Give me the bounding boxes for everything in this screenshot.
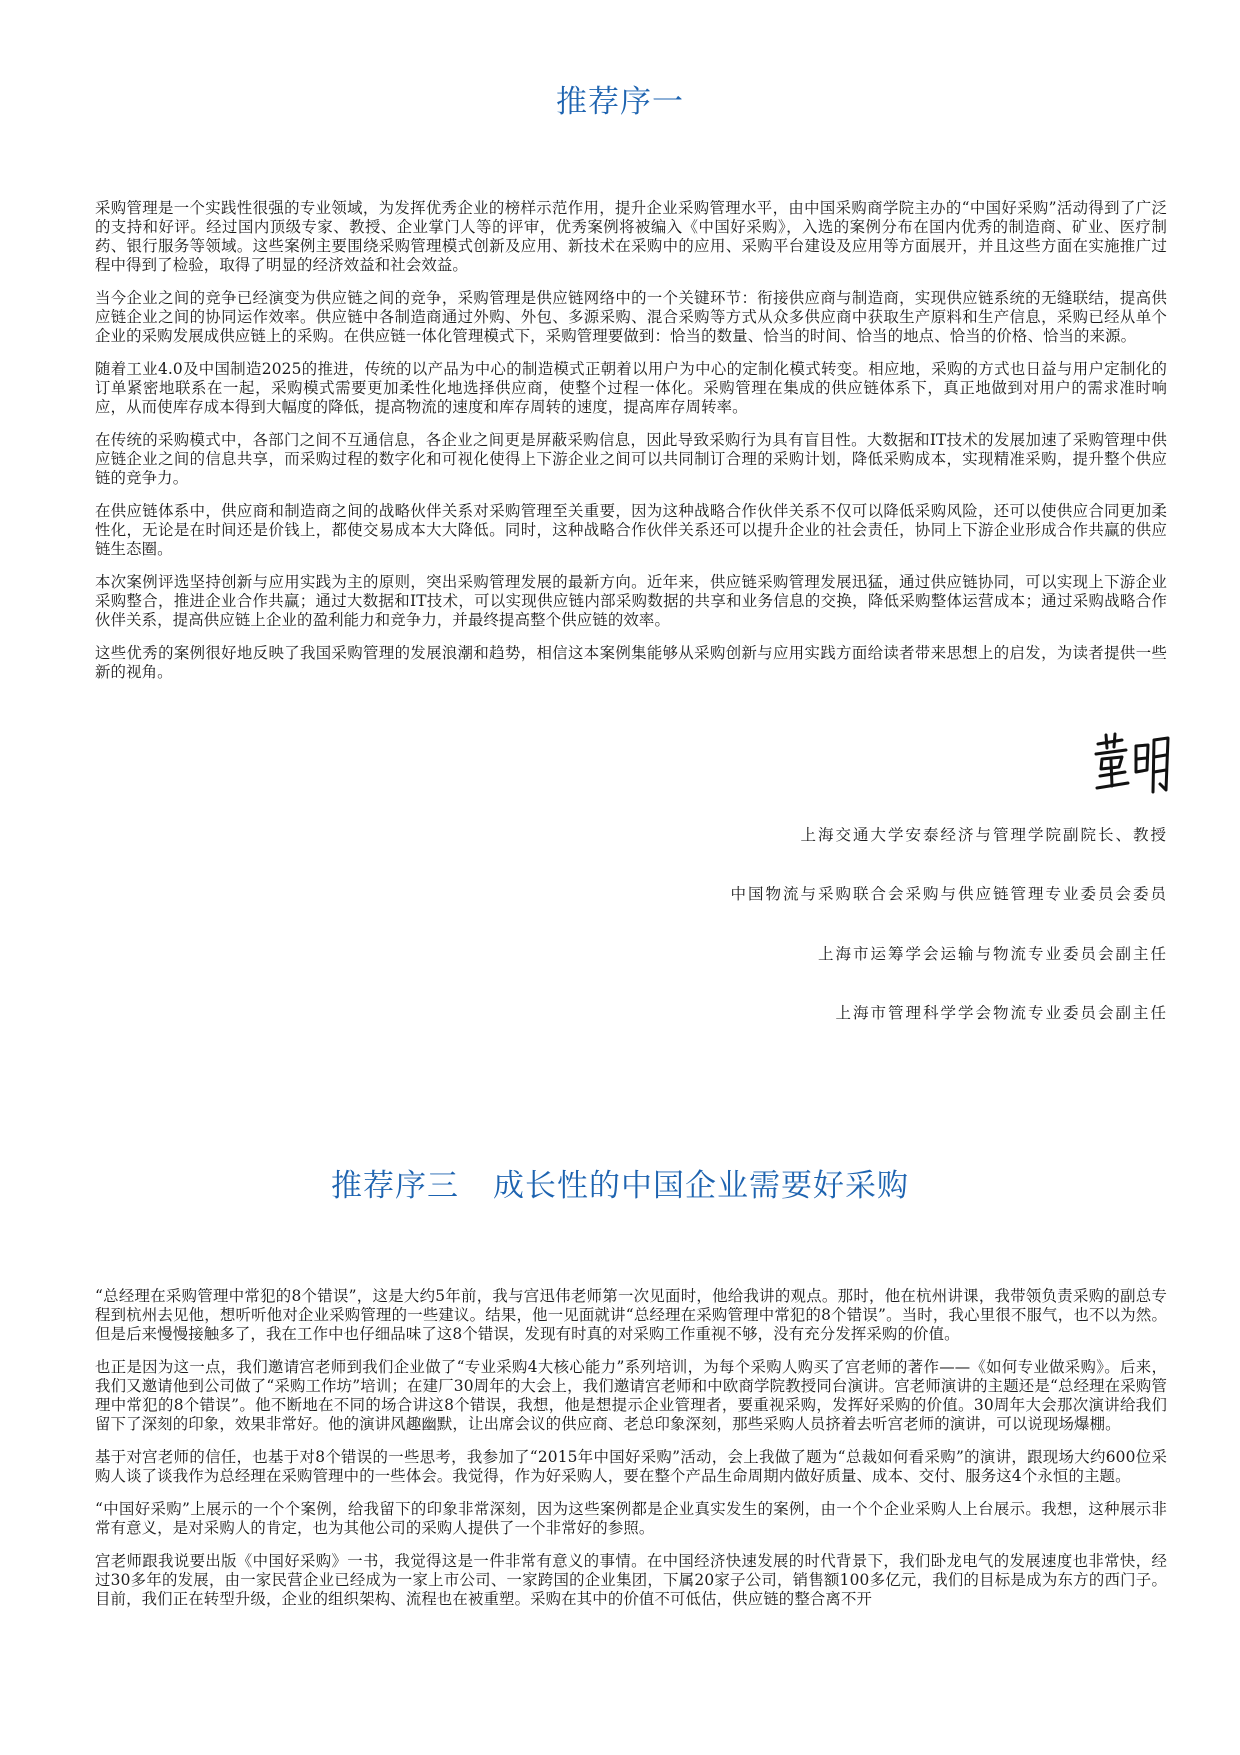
- signer-affiliation: 上海市运筹学会运输与物流专业委员会副主任: [817, 945, 1168, 963]
- signer-affiliation: 中国物流与采购联合会采购与供应链管理专业委员会委员: [730, 885, 1168, 903]
- paragraph: 基于对宫老师的信任，也基于对8个错误的一些思考，我参加了“2015年中国好采购”活动，会上我做了题为“总裁如何看采购”的演讲，跟现场大约600位采购人谈了谈我作为总经理在采购管理中的一些体会。我觉得，作为好采购人，要在整个产品生命周期内做好质量、成本、交付、服务这4个永恒的主题。: [95, 1448, 1167, 1485]
- paragraph: 在传统的采购模式中，各部门之间不互通信息，各企业之间更是屏蔽采购信息，因此导致采购行为具有盲目性。大数据和IT技术的发展加速了采购管理中供应链企业之间的信息共享，而采购过程的数字化和可视化使得上下游企业之间可以共同制订合理的采购计划，降低采购成本，实现精准采购，提升整个供应链的竞争力。: [95, 431, 1167, 487]
- paragraph: 在供应链体系中，供应商和制造商之间的战略伙伴关系对采购管理至关重要，因为这种战略合作伙伴关系不仅可以降低采购风险，还可以使供应合同更加柔性化，无论是在时间还是价钱上，都使交易成本大大降低。同时，这种战略合作伙伴关系还可以提升企业的社会责任，协同上下游企业形成合作共赢的供应链生态圈。: [95, 502, 1167, 558]
- signer-affiliation: 上海市管理科学学会物流专业委员会副主任: [835, 1004, 1168, 1022]
- foreword-three-label: 推荐序三: [331, 1168, 459, 1204]
- foreword-three-body: [95, 1287, 1167, 1623]
- paragraph: 也正是因为这一点，我们邀请宫老师到我们企业做了“专业采购4大核心能力”系列培训，为每个采购人购买了宫老师的著作——《如何专业做采购》。后来，我们又邀请他到公司做了“采购工作坊”培训；在建厂30周年的大会上，我们邀请宫老师和中欧商学院教授同台演讲。宫老师演讲的主题还是“总经理在采购管理中常犯的8个错误”。他不断地在不同的场合讲这8个错误，我想，他是想提示企业管理者，要重视采购，发挥好采购的价值。30周年大会那次演讲给我们留下了深刻的印象，效果非常好。他的演讲风趣幽默，让出席会议的供应商、老总印象深刻，那些采购人员挤着去听宫老师的演讲，可以说现场爆棚。: [95, 1358, 1167, 1433]
- paragraph: 采购管理是一个实践性很强的专业领域，为发挥优秀企业的榜样示范作用，提升企业采购管理水平，由中国采购商学院主办的“中国好采购”活动得到了广泛的支持和好评。经过国内顶级专家、教授、企业掌门人等的评审，优秀案例将被编入《中国好采购》，入选的案例分布在国内优秀的制造商、矿业、医疗制药、银行服务等领域。这些案例主要围绕采购管理模式创新及应用、新技术在采购中的应用、采购平台建设及应用等方面展开，并且这些方面在实施推广过程中得到了检验，取得了明显的经济效益和社会效益。: [95, 199, 1167, 274]
- foreword-one-body: [95, 199, 1167, 696]
- handwritten-signature: [1092, 732, 1172, 794]
- paragraph: 这些优秀的案例很好地反映了我国采购管理的发展浪潮和趋势，相信这本案例集能够从采购创新与应用实践方面给读者带来思想上的启发，为读者提供一些新的视角。: [95, 644, 1167, 681]
- paragraph: 本次案例评选坚持创新与应用实践为主的原则，突出采购管理发展的最新方向。近年来，供应链采购管理发展迅猛，通过供应链协同，可以实现上下游企业采购整合，推进企业合作共赢；通过大数据和IT技术，可以实现供应链内部采购数据的共享和业务信息的交换，降低采购整体运营成本；通过采购战略合作伙伴关系，提高供应链上企业的盈利能力和竞争力，并最终提高整个供应链的效率。: [95, 573, 1167, 629]
- paragraph: “总经理在采购管理中常犯的8个错误”，这是大约5年前，我与宫迅伟老师第一次见面时，他给我讲的观点。那时，他在杭州讲课，我带领负责采购的副总专程到杭州去见他，想听听他对企业采购管理的一些建议。结果，他一见面就讲“总经理在采购管理中常犯的8个错误”。当时，我心里很不服气，也不以为然。但是后来慢慢接触多了，我在工作中也仔细品味了这8个错误，发现有时真的对采购工作重视不够，没有充分发挥采购的价值。: [95, 1287, 1167, 1343]
- paragraph: “中国好采购”上展示的一个个案例，给我留下的印象非常深刻，因为这些案例都是企业真实发生的案例，由一个个企业采购人上台展示。我想，这种展示非常有意义，是对采购人的肯定，也为其他公司的采购人提供了一个非常好的参照。: [95, 1500, 1167, 1537]
- paragraph: 当今企业之间的竞争已经演变为供应链之间的竞争，采购管理是供应链网络中的一个关键环节：衔接供应商与制造商，实现供应链系统的无缝联结，提高供应链企业之间的协同运作效率。供应链中各制造商通过外购、外包、多源采购、混合采购等方式从众多供应商中获取生产原料和生产信息，采购已经从单个企业的采购发展成供应链上的采购。在供应链一体化管理模式下，采购管理要做到：恰当的数量、恰当的时间、恰当的地点、恰当的价格、恰当的来源。: [95, 289, 1167, 345]
- paragraph: 随着工业4.0及中国制造2025的推进，传统的以产品为中心的制造模式正朝着以用户为中心的定制化模式转变。相应地，采购的方式也日益与用户定制化的订单紧密地联系在一起，采购模式需要更加柔性化地选择供应商，使整个过程一体化。采购管理在集成的供应链体系下，真正地做到对用户的需求准时响应，从而使库存成本得到大幅度的降低，提高物流的速度和库存周转的速度，提高库存周转率。: [95, 360, 1167, 416]
- paragraph: 宫老师跟我说要出版《中国好采购》一书，我觉得这是一件非常有意义的事情。在中国经济快速发展的时代背景下，我们卧龙电气的发展速度也非常快，经过30多年的发展，由一家民营企业已经成为一家上市公司、一家跨国的企业集团，下属20家子公司，销售额100多亿元，我们的目标是成为东方的西门子。目前，我们正在转型升级，企业的组织架构、流程也在被重塑。采购在其中的价值不可低估，供应链的整合离不开: [95, 1552, 1167, 1608]
- signer-affiliation: 上海交通大学安泰经济与管理学院副院长、教授: [800, 826, 1168, 844]
- foreword-one-title: 推荐序一: [556, 84, 684, 120]
- foreword-three-title: [0, 1160, 1240, 1205]
- foreword-three-subtitle: 成长性的中国企业需要好采购: [493, 1168, 909, 1204]
